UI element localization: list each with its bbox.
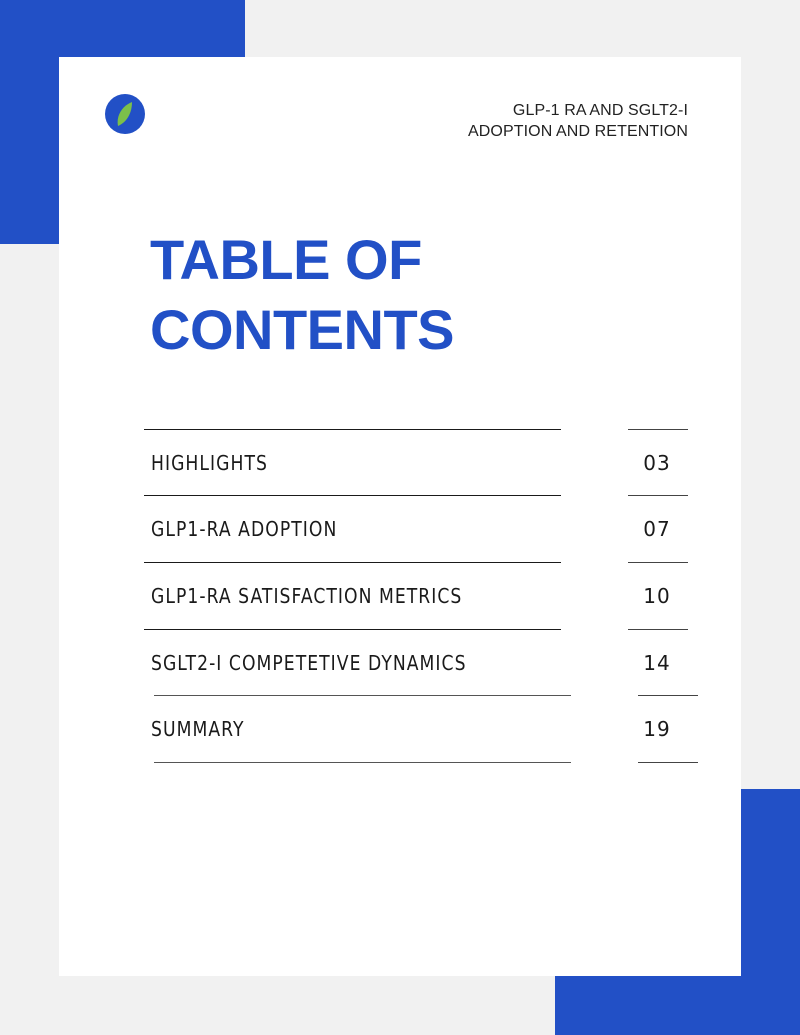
header-title-line-2: ADOPTION AND RETENTION [468,123,688,140]
toc-divider [144,429,561,430]
toc-entry-title: GLP1-RA SATISFACTION METRICS [151,584,463,608]
toc-divider-bottom [154,762,571,763]
document-page [59,57,741,976]
toc-entry-title: HIGHLIGHTS [151,451,268,475]
toc-entry-page: 07 [643,517,671,541]
toc-heading-line-1: TABLE OF [150,228,422,291]
toc-entry-page: 03 [643,451,671,475]
toc-entry[interactable] [59,695,741,761]
toc-divider [154,695,571,696]
toc-divider [144,562,561,563]
toc-page-divider-bottom [638,762,698,763]
toc-entry-title: GLP1-RA ADOPTION [151,517,338,541]
toc-entry[interactable] [59,429,741,495]
toc-entry[interactable] [59,629,741,695]
toc-list [59,57,741,976]
toc-entry-page: 19 [643,717,671,741]
toc-heading-line-2: CONTENTS [150,298,454,361]
toc-page-divider [628,562,688,563]
toc-entry-title: SUMMARY [151,717,245,741]
toc-page-divider [638,695,698,696]
toc-entry-page: 10 [643,584,671,608]
toc-entry-title: SGLT2-I COMPETETIVE DYNAMICS [151,651,467,675]
toc-entry[interactable] [59,562,741,628]
toc-page-divider [628,629,688,630]
toc-page-divider [628,429,688,430]
toc-divider [144,629,561,630]
header-title-line-1: GLP-1 RA AND SGLT2-I [512,102,688,119]
toc-entry[interactable] [59,495,741,561]
toc-page-divider [628,495,688,496]
toc-divider [144,495,561,496]
toc-entry-page: 14 [643,651,671,675]
